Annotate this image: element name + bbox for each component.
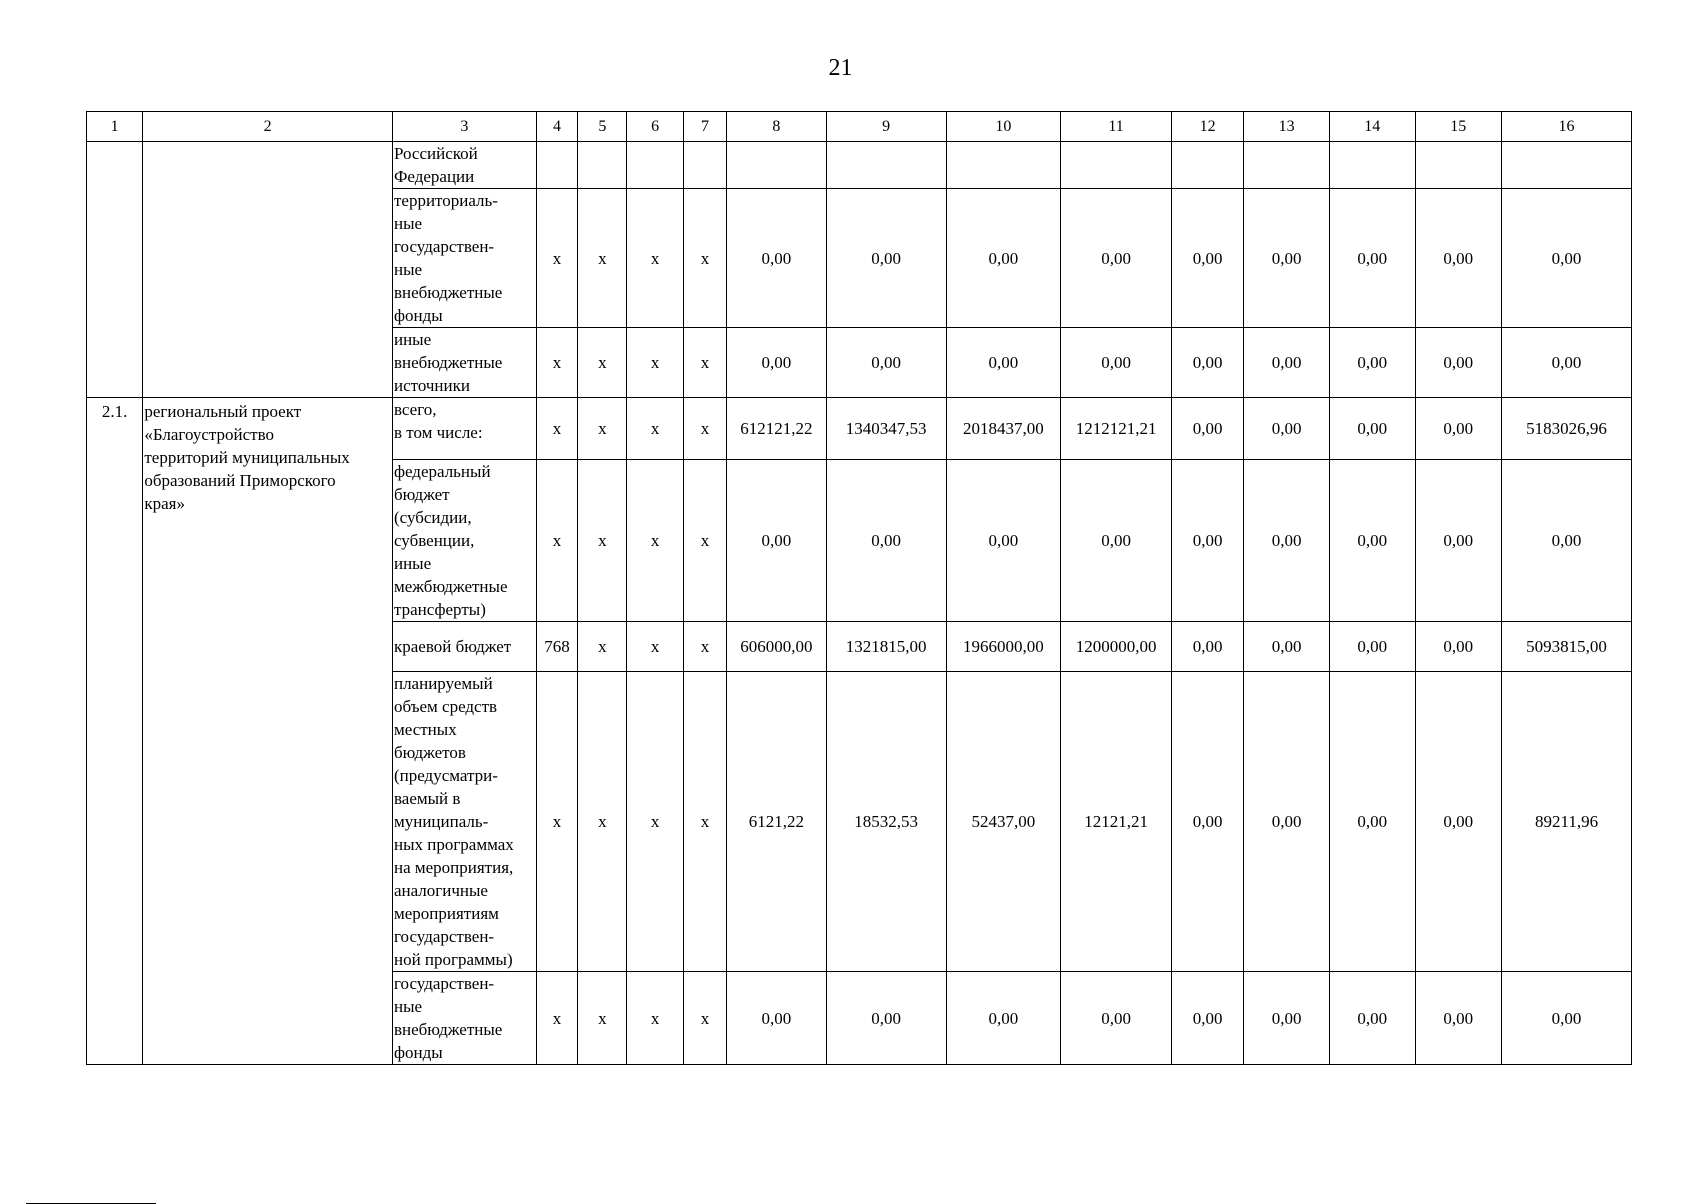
value-cell-col-16: 5093815,00 xyxy=(1502,622,1632,672)
value-cell-col-9: 18532,53 xyxy=(826,672,946,972)
row-number-cell-empty xyxy=(87,142,143,398)
value-cell-col-11: 0,00 xyxy=(1061,460,1172,622)
column-number-row xyxy=(87,112,1632,142)
table-row xyxy=(87,398,1632,460)
name-cell-empty xyxy=(143,142,393,398)
value-cell-col-10: 0,00 xyxy=(946,328,1061,398)
value-cell-col-11: 12121,21 xyxy=(1061,672,1172,972)
value-cell-col-9: 1340347,53 xyxy=(826,398,946,460)
column-number-13: 13 xyxy=(1244,112,1330,142)
value-cell-col-12: 0,00 xyxy=(1171,398,1243,460)
value-cell-col-7 xyxy=(683,142,726,189)
value-cell-col-12: 0,00 xyxy=(1171,672,1243,972)
value-cell-col-4: x xyxy=(536,972,577,1065)
value-cell-col-6: x xyxy=(627,672,683,972)
value-cell-col-12: 0,00 xyxy=(1171,460,1243,622)
funding-source: краевой бюджет xyxy=(392,622,536,672)
value-cell-col-6: x xyxy=(627,398,683,460)
value-cell-col-10 xyxy=(946,142,1061,189)
budget-table xyxy=(86,111,1632,1065)
value-cell-col-9: 0,00 xyxy=(826,328,946,398)
column-number-9: 9 xyxy=(826,112,946,142)
value-cell-col-5: x xyxy=(578,672,627,972)
value-cell-col-9: 0,00 xyxy=(826,189,946,328)
value-cell-col-4 xyxy=(536,142,577,189)
value-cell-col-15 xyxy=(1415,142,1502,189)
value-cell-col-4: x xyxy=(536,398,577,460)
value-cell-col-15: 0,00 xyxy=(1415,328,1502,398)
value-cell-col-13: 0,00 xyxy=(1244,622,1330,672)
value-cell-col-5: x xyxy=(578,972,627,1065)
value-cell-col-8: 612121,22 xyxy=(727,398,827,460)
value-cell-col-14: 0,00 xyxy=(1329,189,1415,328)
column-number-7: 7 xyxy=(683,112,726,142)
value-cell-col-7: x xyxy=(683,328,726,398)
value-cell-col-13: 0,00 xyxy=(1244,460,1330,622)
value-cell-col-14: 0,00 xyxy=(1329,622,1415,672)
value-cell-col-4: x xyxy=(536,460,577,622)
funding-source: территориаль- ные государствен- ные внебюджетные фонды xyxy=(392,189,536,328)
value-cell-col-5 xyxy=(578,142,627,189)
column-number-16: 16 xyxy=(1502,112,1632,142)
value-cell-col-4: x xyxy=(536,328,577,398)
section-name: региональный проект «Благоустройство территорий муниципальных образований Приморского края» xyxy=(143,398,393,1065)
value-cell-col-7: x xyxy=(683,460,726,622)
value-cell-col-11 xyxy=(1061,142,1172,189)
value-cell-col-11: 0,00 xyxy=(1061,972,1172,1065)
column-number-10: 10 xyxy=(946,112,1061,142)
value-cell-col-14: 0,00 xyxy=(1329,328,1415,398)
page-number: 21 xyxy=(828,55,853,81)
section-number: 2.1. xyxy=(87,398,143,1065)
value-cell-col-11: 0,00 xyxy=(1061,189,1172,328)
value-cell-col-6: x xyxy=(627,622,683,672)
value-cell-col-6: x xyxy=(627,460,683,622)
column-number-3: 3 xyxy=(392,112,536,142)
funding-source: федеральный бюджет (субсидии, субвенции, иные межбюджетные трансферты) xyxy=(392,460,536,622)
value-cell-col-13: 0,00 xyxy=(1244,328,1330,398)
value-cell-col-10: 0,00 xyxy=(946,189,1061,328)
value-cell-col-8: 0,00 xyxy=(727,460,827,622)
value-cell-col-10: 2018437,00 xyxy=(946,398,1061,460)
value-cell-col-15: 0,00 xyxy=(1415,189,1502,328)
value-cell-col-14: 0,00 xyxy=(1329,672,1415,972)
value-cell-col-12: 0,00 xyxy=(1171,328,1243,398)
column-number-11: 11 xyxy=(1061,112,1172,142)
value-cell-col-16: 0,00 xyxy=(1502,460,1632,622)
value-cell-col-13 xyxy=(1244,142,1330,189)
value-cell-col-10: 0,00 xyxy=(946,972,1061,1065)
value-cell-col-8 xyxy=(727,142,827,189)
value-cell-col-4: 768 xyxy=(536,622,577,672)
value-cell-col-11: 1212121,21 xyxy=(1061,398,1172,460)
value-cell-col-7: x xyxy=(683,972,726,1065)
value-cell-col-9: 0,00 xyxy=(826,972,946,1065)
value-cell-col-12: 0,00 xyxy=(1171,189,1243,328)
value-cell-col-13: 0,00 xyxy=(1244,189,1330,328)
value-cell-col-4: x xyxy=(536,189,577,328)
column-number-15: 15 xyxy=(1415,112,1502,142)
value-cell-col-8: 0,00 xyxy=(727,328,827,398)
value-cell-col-8: 0,00 xyxy=(727,972,827,1065)
table-row xyxy=(87,142,1632,189)
funding-source: всего, в том числе: xyxy=(392,398,536,460)
value-cell-col-13: 0,00 xyxy=(1244,972,1330,1065)
value-cell-col-9: 0,00 xyxy=(826,460,946,622)
column-number-6: 6 xyxy=(627,112,683,142)
value-cell-col-16: 89211,96 xyxy=(1502,672,1632,972)
value-cell-col-8: 0,00 xyxy=(727,189,827,328)
value-cell-col-7: x xyxy=(683,672,726,972)
value-cell-col-6 xyxy=(627,142,683,189)
value-cell-col-14: 0,00 xyxy=(1329,460,1415,622)
value-cell-col-16 xyxy=(1502,142,1632,189)
value-cell-col-6: x xyxy=(627,972,683,1065)
value-cell-col-12: 0,00 xyxy=(1171,622,1243,672)
value-cell-col-12: 0,00 xyxy=(1171,972,1243,1065)
value-cell-col-14: 0,00 xyxy=(1329,398,1415,460)
value-cell-col-5: x xyxy=(578,328,627,398)
value-cell-col-10: 52437,00 xyxy=(946,672,1061,972)
value-cell-col-15: 0,00 xyxy=(1415,972,1502,1065)
value-cell-col-10: 0,00 xyxy=(946,460,1061,622)
value-cell-col-7: x xyxy=(683,622,726,672)
column-number-12: 12 xyxy=(1171,112,1243,142)
value-cell-col-14 xyxy=(1329,142,1415,189)
funding-source: государствен- ные внебюджетные фонды xyxy=(392,972,536,1065)
value-cell-col-5: x xyxy=(578,398,627,460)
table-body xyxy=(87,112,1632,1065)
value-cell-col-5: x xyxy=(578,189,627,328)
value-cell-col-9 xyxy=(826,142,946,189)
funding-source: иные внебюджетные источники xyxy=(392,328,536,398)
column-number-14: 14 xyxy=(1329,112,1415,142)
value-cell-col-16: 0,00 xyxy=(1502,972,1632,1065)
value-cell-col-7: x xyxy=(683,398,726,460)
value-cell-col-4: x xyxy=(536,672,577,972)
value-cell-col-6: x xyxy=(627,328,683,398)
value-cell-col-10: 1966000,00 xyxy=(946,622,1061,672)
column-number-1: 1 xyxy=(87,112,143,142)
funding-source: Российской Федерации xyxy=(392,142,536,189)
value-cell-col-13: 0,00 xyxy=(1244,672,1330,972)
value-cell-col-12 xyxy=(1171,142,1243,189)
value-cell-col-9: 1321815,00 xyxy=(826,622,946,672)
value-cell-col-14: 0,00 xyxy=(1329,972,1415,1065)
value-cell-col-11: 1200000,00 xyxy=(1061,622,1172,672)
column-number-5: 5 xyxy=(578,112,627,142)
value-cell-col-7: x xyxy=(683,189,726,328)
column-number-4: 4 xyxy=(536,112,577,142)
value-cell-col-11: 0,00 xyxy=(1061,328,1172,398)
value-cell-col-5: x xyxy=(578,622,627,672)
value-cell-col-6: x xyxy=(627,189,683,328)
value-cell-col-16: 0,00 xyxy=(1502,189,1632,328)
column-number-8: 8 xyxy=(727,112,827,142)
value-cell-col-8: 606000,00 xyxy=(727,622,827,672)
value-cell-col-5: x xyxy=(578,460,627,622)
value-cell-col-16: 0,00 xyxy=(1502,328,1632,398)
column-number-2: 2 xyxy=(143,112,393,142)
funding-source: планируемый объем средств местных бюджетов (предусматри- ваемый в муниципаль- ных программах на мероприятия, аналогичные мероприятиям государствен- ной программы) xyxy=(392,672,536,972)
value-cell-col-16: 5183026,96 xyxy=(1502,398,1632,460)
value-cell-col-15: 0,00 xyxy=(1415,672,1502,972)
value-cell-col-15: 0,00 xyxy=(1415,460,1502,622)
value-cell-col-13: 0,00 xyxy=(1244,398,1330,460)
value-cell-col-8: 6121,22 xyxy=(727,672,827,972)
value-cell-col-15: 0,00 xyxy=(1415,398,1502,460)
value-cell-col-15: 0,00 xyxy=(1415,622,1502,672)
